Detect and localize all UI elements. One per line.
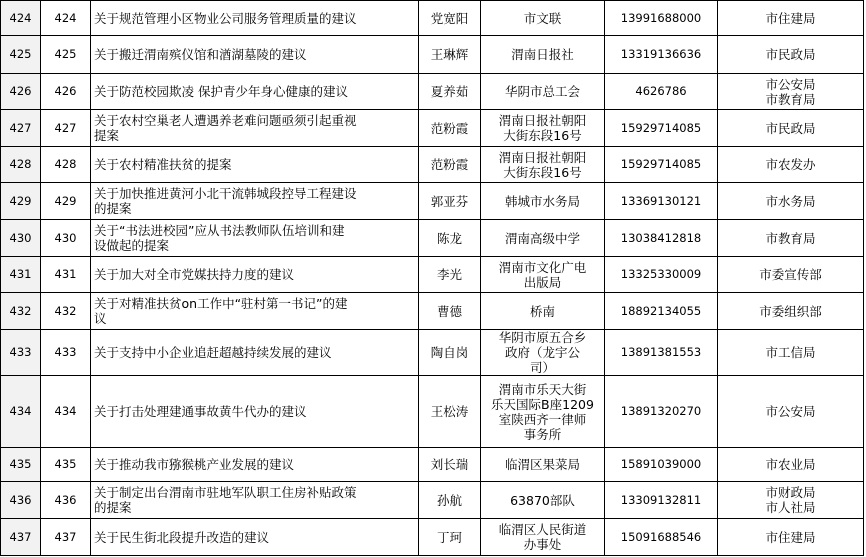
- work-unit-cell-line: 事务所: [523, 426, 562, 442]
- row-header-cell[interactable]: 433: [1, 330, 41, 376]
- handling-dept-cell[interactable]: [718, 519, 864, 556]
- number-cell[interactable]: 430: [41, 220, 91, 257]
- row-header-cell[interactable]: 434: [1, 376, 41, 448]
- table-body: [1, 1, 864, 556]
- work-unit-cell-line: 华阴市原五合乡: [498, 330, 587, 345]
- work-unit-cell-line: 临渭区人民街道: [498, 522, 587, 537]
- work-unit-cell[interactable]: [481, 330, 605, 376]
- number-cell[interactable]: 426: [41, 74, 91, 110]
- proposal-title-cell[interactable]: [91, 376, 419, 448]
- proposal-title-cell-line: 关于制定出台渭南市驻地军队职工住房补贴政策: [94, 485, 357, 500]
- row-header-cell[interactable]: 427: [1, 110, 41, 147]
- proposer-name-cell[interactable]: 夏养茹: [419, 74, 481, 110]
- handling-dept-cell-line: 市民政局: [765, 47, 816, 62]
- phone-cell[interactable]: 13325330009: [605, 257, 718, 293]
- handling-dept-cell-line: 市委组织部: [759, 303, 822, 319]
- number-cell[interactable]: 433: [41, 330, 91, 376]
- handling-dept-cell[interactable]: [718, 448, 864, 482]
- proposer-name-cell[interactable]: 曹德: [419, 293, 481, 330]
- phone-cell[interactable]: 13991688000: [605, 1, 718, 36]
- number-cell[interactable]: 427: [41, 110, 91, 147]
- table-row: [1, 147, 864, 183]
- handling-dept-cell[interactable]: [718, 36, 864, 74]
- proposal-title-cell[interactable]: [91, 220, 419, 257]
- work-unit-cell-line: 办事处: [523, 537, 562, 552]
- row-header-cell[interactable]: 430: [1, 220, 41, 257]
- proposer-name-cell[interactable]: 范粉霞: [419, 110, 481, 147]
- handling-dept-cell[interactable]: [718, 482, 864, 519]
- work-unit-cell-line: 渭南日报社朝阳: [498, 113, 587, 128]
- handling-dept-cell[interactable]: [718, 330, 864, 376]
- work-unit-cell[interactable]: [481, 293, 605, 330]
- work-unit-cell[interactable]: [481, 147, 605, 183]
- table-row: [1, 448, 864, 482]
- work-unit-cell[interactable]: [481, 376, 605, 448]
- table-row: [1, 519, 864, 556]
- proposal-title-cell[interactable]: [91, 448, 419, 482]
- handling-dept-cell-line: 市财政局: [765, 485, 816, 500]
- phone-cell[interactable]: 18892134055: [605, 293, 718, 330]
- phone-cell[interactable]: 15891039000: [605, 448, 718, 482]
- work-unit-cell-line: 渭南高级中学: [504, 230, 580, 246]
- work-unit-cell-line: 政府（龙宇公: [504, 345, 580, 360]
- proposal-title-cell-line: 关于加快推进黄河小北干流韩城段控导工程建设: [94, 186, 357, 201]
- handling-dept-cell-line: 市工信局: [765, 345, 816, 360]
- proposal-title-cell-line: 关于打击处理建通事故黄牛代办的建议: [94, 404, 307, 419]
- proposal-title-cell-line: 关于民生街北段提升改造的建议: [94, 529, 270, 545]
- row-header-cell[interactable]: 436: [1, 482, 41, 519]
- row-header-cell[interactable]: 428: [1, 147, 41, 183]
- row-header-cell[interactable]: 424: [1, 1, 41, 36]
- work-unit-cell[interactable]: [481, 519, 605, 556]
- work-unit-cell-line: 市文联: [523, 10, 562, 26]
- work-unit-cell[interactable]: [481, 36, 605, 74]
- handling-dept-cell[interactable]: [718, 183, 864, 220]
- proposal-title-cell[interactable]: [91, 110, 419, 147]
- proposal-title-cell-line: 议: [94, 311, 107, 326]
- proposer-name-cell[interactable]: 王琳辉: [419, 36, 481, 74]
- handling-dept-cell[interactable]: [718, 257, 864, 293]
- handling-dept-cell-line: 市教育局: [765, 230, 816, 246]
- work-unit-cell-line: 渭南市乐天大街: [498, 381, 587, 397]
- proposal-title-cell-line: 关于农村空巢老人遭遇养老难问题亟须引起重视: [94, 113, 357, 128]
- proposal-title-cell-line: 提案: [94, 128, 120, 143]
- work-unit-cell[interactable]: [481, 1, 605, 36]
- work-unit-cell-line: 大街东段16号: [503, 164, 582, 180]
- work-unit-cell[interactable]: [481, 257, 605, 293]
- phone-cell[interactable]: 15929714085: [605, 147, 718, 183]
- proposer-name-cell[interactable]: 陶自岗: [419, 330, 481, 376]
- work-unit-cell-line: 63870部队: [510, 492, 575, 508]
- proposer-name-cell[interactable]: 李光: [419, 257, 481, 293]
- proposal-title-cell-line: 关于农村精准扶贫的提案: [94, 157, 232, 172]
- proposal-title-cell-line: 关于支持中小企业追赶超越持续发展的建议: [94, 345, 332, 360]
- phone-cell[interactable]: 13319136636: [605, 36, 718, 74]
- handling-dept-cell[interactable]: [718, 110, 864, 147]
- table-row: [1, 110, 864, 147]
- work-unit-cell-line: 出版局: [523, 274, 562, 290]
- handling-dept-cell-line: 市公安局: [765, 76, 816, 92]
- table-row: [1, 257, 864, 293]
- phone-cell[interactable]: 15091688546: [605, 519, 718, 556]
- handling-dept-cell[interactable]: [718, 147, 864, 183]
- work-unit-cell-line: 渭南日报社: [511, 47, 574, 62]
- work-unit-cell-line: 渭南日报社朝阳: [498, 149, 587, 165]
- proposal-title-cell-line: 关于推动我市猕猴桃产业发展的建议: [94, 457, 295, 472]
- table-row: [1, 220, 864, 257]
- row-header-cell[interactable]: 426: [1, 74, 41, 110]
- phone-cell[interactable]: 13891320270: [605, 376, 718, 448]
- number-cell[interactable]: 431: [41, 257, 91, 293]
- phone-cell[interactable]: 15929714085: [605, 110, 718, 147]
- number-cell[interactable]: 436: [41, 482, 91, 519]
- row-header-cell[interactable]: 429: [1, 183, 41, 220]
- row-header-cell[interactable]: 425: [1, 36, 41, 74]
- handling-dept-cell-line: 市教育局: [765, 91, 816, 107]
- proposer-name-cell[interactable]: 党宽阳: [419, 1, 481, 36]
- work-unit-cell[interactable]: [481, 220, 605, 257]
- proposal-title-cell-line: 关于对精准扶贫on工作中“驻村第一书记”的建: [94, 296, 348, 311]
- row-header-cell[interactable]: 431: [1, 257, 41, 293]
- number-cell[interactable]: 425: [41, 36, 91, 74]
- number-cell[interactable]: 429: [41, 183, 91, 220]
- table-row: [1, 293, 864, 330]
- work-unit-cell[interactable]: [481, 448, 605, 482]
- work-unit-cell[interactable]: [481, 482, 605, 519]
- proposer-name-cell[interactable]: 陈龙: [419, 220, 481, 257]
- phone-cell[interactable]: 13369130121: [605, 183, 718, 220]
- phone-cell[interactable]: 13038412818: [605, 220, 718, 257]
- number-cell[interactable]: 435: [41, 448, 91, 482]
- proposer-name-cell[interactable]: 孙航: [419, 482, 481, 519]
- row-header-cell[interactable]: 437: [1, 519, 41, 556]
- phone-cell[interactable]: 4626786: [605, 74, 718, 110]
- number-cell[interactable]: 434: [41, 376, 91, 448]
- proposer-name-cell[interactable]: 王松涛: [419, 376, 481, 448]
- handling-dept-cell-line: 市公安局: [765, 404, 816, 419]
- table-row: [1, 330, 864, 376]
- proposal-title-cell[interactable]: [91, 147, 419, 183]
- number-cell[interactable]: 437: [41, 519, 91, 556]
- handling-dept-cell[interactable]: [718, 293, 864, 330]
- proposal-title-cell-line: 的提案: [94, 500, 132, 515]
- handling-dept-cell[interactable]: [718, 220, 864, 257]
- phone-cell[interactable]: 13891381553: [605, 330, 718, 376]
- handling-dept-cell-line: 市住建局: [765, 10, 816, 26]
- proposal-title-cell[interactable]: [91, 293, 419, 330]
- handling-dept-cell-line: 市农发办: [765, 157, 816, 172]
- work-unit-cell-line: 华阴市总工会: [504, 84, 580, 99]
- work-unit-cell[interactable]: [481, 110, 605, 147]
- handling-dept-cell-line: 市住建局: [765, 529, 816, 545]
- work-unit-cell-line: 乐天国际B座1209: [491, 396, 594, 412]
- work-unit-cell-line: 司）: [529, 360, 555, 375]
- proposal-title-cell-line: 关于加大对全市党媒扶持力度的建议: [94, 267, 295, 282]
- proposer-name-cell[interactable]: 刘长瑞: [419, 448, 481, 482]
- table-row: [1, 482, 864, 519]
- proposal-title-cell-line: 关于搬迁渭南殡仪馆和湭湖墓陵的建议: [94, 47, 307, 62]
- proposal-title-cell-line: 设做起的提案: [94, 238, 170, 253]
- table-row: [1, 1, 864, 36]
- handling-dept-cell[interactable]: [718, 1, 864, 36]
- handling-dept-cell-line: 市委宣传部: [759, 267, 822, 282]
- table-row: [1, 376, 864, 448]
- handling-dept-cell-line: 市民政局: [765, 120, 816, 136]
- table-row: [1, 183, 864, 220]
- handling-dept-cell-line: 市人社局: [765, 500, 816, 515]
- proposal-title-cell-line: 关于防范校园欺凌 保护青少年身心健康的建议: [94, 84, 348, 99]
- work-unit-cell-line: 大街东段16号: [503, 128, 582, 143]
- handling-dept-cell-line: 市农业局: [765, 457, 816, 472]
- proposal-title-cell[interactable]: [91, 257, 419, 293]
- proposal-title-cell[interactable]: [91, 519, 419, 556]
- proposal-title-cell[interactable]: [91, 330, 419, 376]
- phone-cell[interactable]: 13309132811: [605, 482, 718, 519]
- row-header-cell[interactable]: 432: [1, 293, 41, 330]
- proposer-name-cell[interactable]: 范粉霞: [419, 147, 481, 183]
- proposal-title-cell[interactable]: [91, 482, 419, 519]
- number-cell[interactable]: 432: [41, 293, 91, 330]
- work-unit-cell-line: 渭南市文化广电: [498, 259, 587, 275]
- table-row: [1, 74, 864, 110]
- handling-dept-cell[interactable]: [718, 376, 864, 448]
- work-unit-cell[interactable]: [481, 183, 605, 220]
- proposal-title-cell[interactable]: [91, 1, 419, 36]
- proposal-title-cell[interactable]: [91, 36, 419, 74]
- table-row: [1, 36, 864, 74]
- work-unit-cell-line: 韩城市水务局: [504, 193, 580, 209]
- proposal-title-cell[interactable]: [91, 74, 419, 110]
- work-unit-cell-line: 临渭区果菜局: [504, 457, 580, 472]
- row-header-cell[interactable]: 435: [1, 448, 41, 482]
- number-cell[interactable]: 428: [41, 147, 91, 183]
- work-unit-cell-line: 桥南: [529, 303, 555, 319]
- proposal-title-cell-line: 关于“书法进校园”应从书法教师队伍培训和建: [94, 223, 345, 238]
- number-cell[interactable]: 424: [41, 1, 91, 36]
- proposer-name-cell[interactable]: 丁珂: [419, 519, 481, 556]
- work-unit-cell-line: 室陕西齐一律师: [498, 411, 587, 427]
- proposer-name-cell[interactable]: 郭亚芬: [419, 183, 481, 220]
- work-unit-cell[interactable]: [481, 74, 605, 110]
- proposal-title-cell[interactable]: [91, 183, 419, 220]
- proposal-title-cell-line: 的提案: [94, 201, 132, 216]
- proposal-title-cell-line: 关于规范管理小区物业公司服务管理质量的建议: [94, 10, 357, 26]
- handling-dept-cell-line: 市水务局: [765, 193, 816, 209]
- handling-dept-cell[interactable]: [718, 74, 864, 110]
